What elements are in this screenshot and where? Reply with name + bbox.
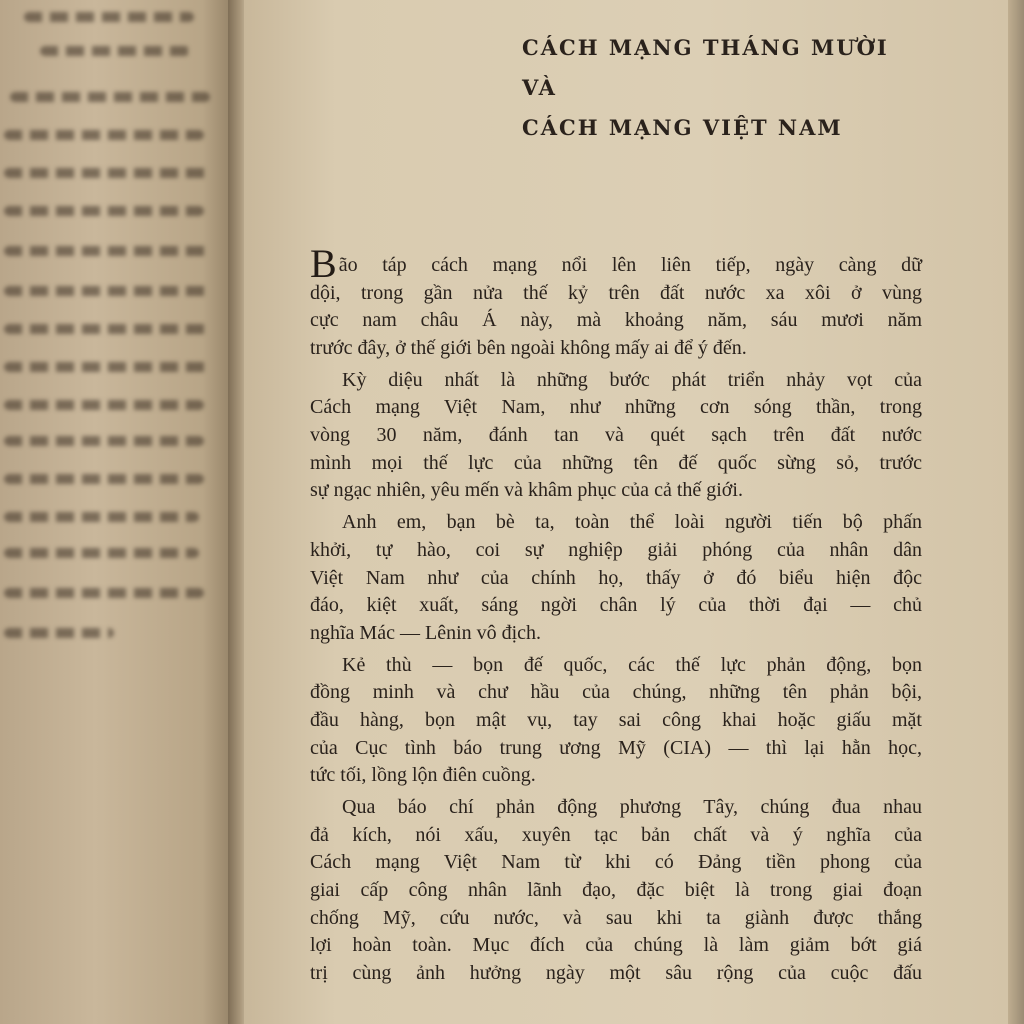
drop-cap: B: [310, 241, 337, 286]
text-line: đồng minh và chư hầu của chúng, những tên phản bội,: [310, 681, 922, 704]
paragraph-1: [310, 241, 922, 362]
blurred-text-line: [4, 628, 114, 638]
text-line: Qua báo chí phản động phương Tây, chúng đua nhau: [342, 796, 922, 819]
text-line: đầu hàng, bọn mật vụ, tay sai công khai hoặc giấu mặt: [310, 709, 922, 731]
blurred-text-line: [4, 400, 204, 410]
blurred-text-line: [4, 362, 209, 372]
text-line: Kỳ diệu nhất là những bước phát triển nhảy vọt của: [342, 368, 922, 391]
text-line: trước đây, ở thế giới bên ngoài không mấy ai để ý đến.: [310, 336, 747, 359]
text-line: vòng 30 năm, đánh tan và quét sạch trên đất nước: [310, 424, 922, 447]
blurred-text-line: [4, 474, 204, 484]
text-line: lợi hoàn toàn. Mục đích của chúng là làm giảm bớt giá: [310, 934, 922, 957]
text-line: khởi, tự hào, coi sự nghiệp giải phóng của nhân dân: [310, 538, 922, 561]
blurred-text-line: [4, 436, 204, 446]
left-page-blurred: [0, 0, 238, 1024]
blurred-text-line: [24, 12, 194, 22]
blurred-text-line: [4, 130, 204, 140]
blurred-text-line: [4, 588, 204, 598]
text-line: cực nam châu Á này, mà khoảng năm, sáu mươi năm: [310, 309, 922, 332]
chapter-title-line-3: CÁCH MẠNG VIỆT NAM: [522, 115, 843, 140]
chapter-title-line-1: CÁCH MẠNG THÁNG MƯỜI: [522, 35, 889, 60]
paragraph-5: [310, 794, 922, 987]
blurred-text-line: [4, 512, 199, 522]
text-line: chống Mỹ, cứu nước, và sau khi ta giành được thắng: [310, 906, 922, 929]
text-line: Việt Nam như của chính họ, thấy ở đó biểu hiện độc: [310, 566, 922, 589]
blurred-text-line: [40, 46, 190, 56]
text-line: đả kích, nói xấu, xuyên tạc bản chất và ý nghĩa của: [310, 823, 922, 846]
blurred-text-line: [4, 168, 209, 178]
text-line: tức tối, lồng lộn điên cuồng.: [310, 764, 536, 787]
text-line: mình mọi thế lực của những tên đế quốc sừng sỏ, trước: [310, 451, 922, 474]
paragraph-3: [310, 509, 922, 647]
text-line: của Cục tình báo trung ương Mỹ (CIA) — thì lại hằn học,: [310, 736, 922, 759]
text-line: Kẻ thù — bọn đế quốc, các thế lực phản động, bọn: [342, 653, 922, 676]
text-line: nghĩa Mác — Lênin vô địch.: [310, 621, 542, 644]
blurred-text-line: [4, 206, 204, 216]
blurred-text-line: [4, 286, 209, 296]
text-line: trị cùng ảnh hưởng ngày một sâu rộng của cuộc đấu: [310, 961, 922, 984]
text-line: dội, trong gần nửa thế kỷ trên đất nước xa xôi ở vùng: [310, 281, 922, 304]
chapter-title-line-2: VÀ: [522, 75, 557, 100]
paragraph-2: [310, 367, 922, 505]
body-text: [310, 241, 922, 987]
blurred-text-line: [4, 324, 209, 334]
chapter-title: [522, 28, 962, 148]
blurred-text-line: [4, 246, 209, 256]
text-line: Cách mạng Việt Nam từ khi có Đảng tiền phong của: [310, 851, 922, 874]
text-line: Cách mạng Việt Nam, như những cơn sóng thần, trong: [310, 396, 922, 419]
text-line: ão táp cách mạng nổi lên liên tiếp, ngày càng dữ: [338, 254, 922, 276]
paragraph-4: [310, 652, 922, 790]
text-line: giai cấp công nhân lãnh đạo, đặc biệt là trong giai đoạn: [310, 879, 922, 902]
page-edge: [1008, 0, 1024, 1024]
text-line: Anh em, bạn bè ta, toàn thể loài người tiến bộ phấn: [342, 511, 922, 534]
text-line: sự ngạc nhiên, yêu mến và khâm phục của cả thế giới.: [310, 479, 743, 502]
text-line: đáo, kiệt xuất, sáng ngời chân lý của thời đại — chủ: [310, 594, 922, 617]
blurred-text-line: [10, 92, 210, 102]
blurred-text-line: [4, 548, 199, 558]
